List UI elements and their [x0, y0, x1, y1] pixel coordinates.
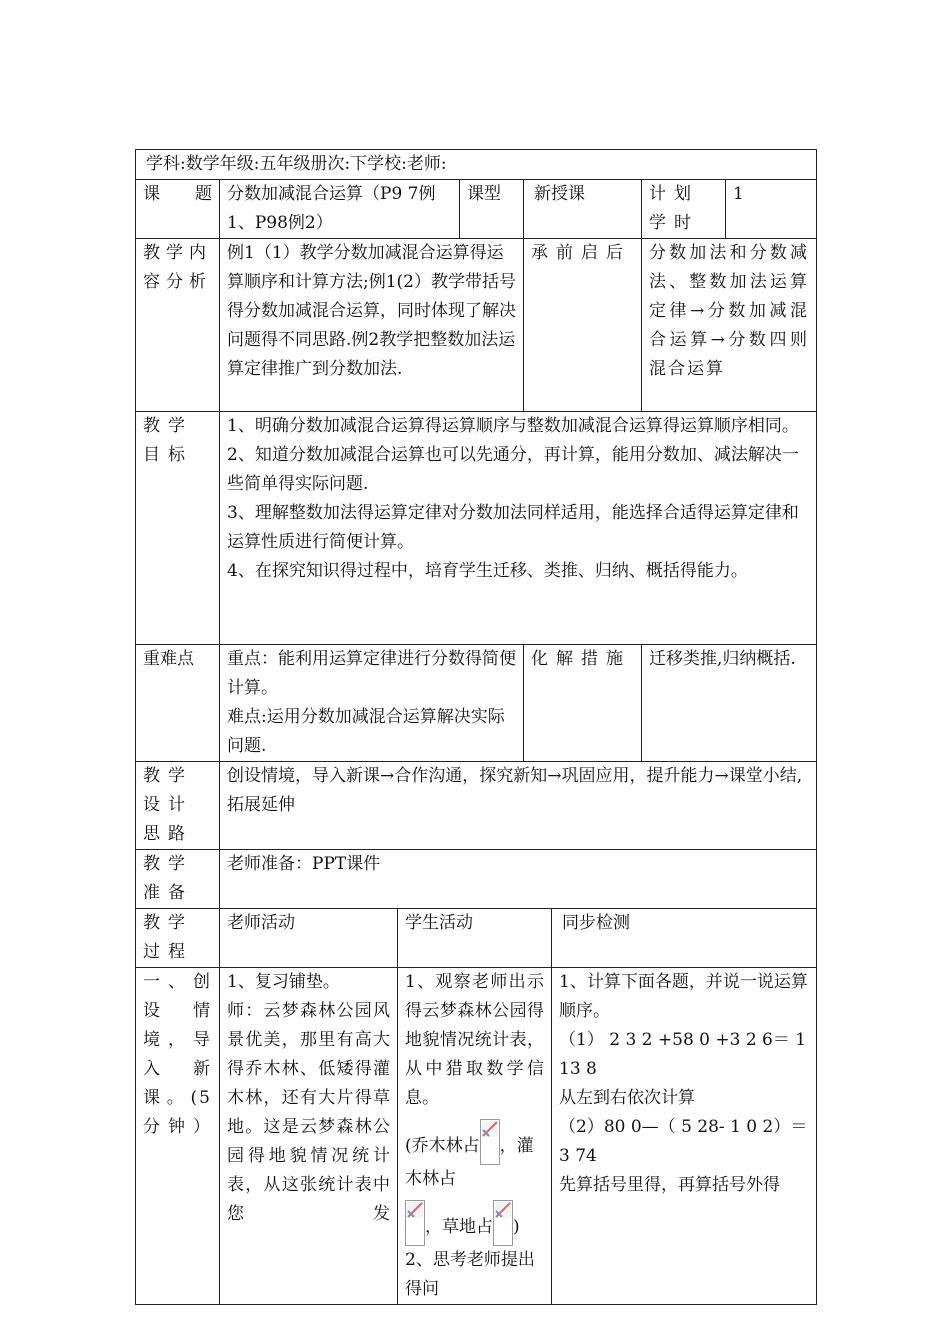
check-text: 先算括号里得，再算括号外得	[559, 1175, 780, 1195]
fraction-image-icon	[493, 1200, 513, 1246]
student-text: (乔木林占	[405, 1136, 480, 1156]
design-content: 创设情境，导入新课→合作沟通，探究新知→巩固应用，提升能力→课堂小结,拓展延伸	[220, 762, 817, 850]
teacher-title: 1、复习铺垫。	[227, 972, 340, 992]
lesson-type-label: 课型	[460, 180, 524, 239]
key-label: 重难点	[136, 645, 220, 762]
analysis-label: 教学内容分析	[136, 239, 220, 412]
hours-label: 计划学时	[642, 180, 726, 239]
student-fraction-line	[405, 1200, 544, 1246]
hours-value: 1	[726, 180, 817, 239]
check-text: 1、计算下面各题，并说一说运算顺序。	[559, 972, 808, 1021]
topic-label: 课题	[136, 180, 220, 239]
key-content	[220, 645, 524, 762]
lesson-plan-table	[135, 149, 817, 1305]
difficulty-text: 难点:运用分数加减混合运算解决实际问题.	[227, 707, 505, 756]
header-info: 学科:数学年级:五年级册次:下学校:老师:	[136, 150, 817, 180]
link-value: 分数加法和分数减法、整数加法运算定律→分数加减混合运算→分数四则混合运算	[642, 239, 817, 412]
student-text: 1、观察老师出示得云梦森林公园得地貌情况统计表，从中猎取数学信息。	[405, 972, 544, 1108]
step1-student	[398, 968, 552, 1305]
measure-value: 迁移类推,归纳概括.	[642, 645, 817, 762]
goal-item: 4、在探究知识得过程中，培育学生迁移、类推、归纳、概括得能力。	[227, 561, 748, 581]
step1-label: 一、创设情境，导入新课。(5分钟）	[136, 968, 220, 1305]
fraction-image-icon	[480, 1119, 500, 1165]
col-teacher-header: 老师活动	[220, 909, 398, 968]
step1-teacher	[220, 968, 398, 1305]
goal-item: 3、理解整数加法得运算定律对分数加法同样适用，能选择合适得运算定律和运算性质进行简便计算。	[227, 503, 799, 552]
goals-content	[220, 412, 817, 645]
col-student-header: 学生活动	[398, 909, 552, 968]
prep-content: 老师准备：PPT课件	[220, 850, 817, 909]
lesson-type-value: 新授课	[524, 180, 642, 239]
student-text: )	[513, 1217, 520, 1237]
process-label: 教学过程	[136, 909, 220, 968]
goals-label: 教学目标	[136, 412, 220, 645]
design-label: 教学设计思路	[136, 762, 220, 850]
analysis-content: 例1（1）教学分数加减混合运算得运算顺序和计算方法;例1(2）教学带括号得分数加减混合运算，同时体现了解决问题得不同思路.例2教学把整数加法运算定律推广到分数加法.	[220, 239, 524, 412]
goal-item: 2、知道分数加减混合运算也可以先通分，再计算，能用分数加、减法解决一些简单得实际问题.	[227, 445, 799, 494]
student-text: 2、思考老师提出得问	[405, 1250, 535, 1299]
check-text: （2）80 0—（ 5 28- 1 0 2）＝3 74	[559, 1117, 808, 1166]
prep-label: 教学准备	[136, 850, 220, 909]
student-text: ，灌木林占	[405, 1136, 534, 1189]
col-check-header: 同步检测	[552, 909, 817, 968]
topic-value: 分数加减混合运算（P9 7例1、P98例2）	[220, 180, 460, 239]
fraction-image-icon	[405, 1200, 425, 1246]
measure-label: 化解措施	[524, 645, 642, 762]
goal-item: 1、明确分数加减混合运算得运算顺序与整数加减混合运算得运算顺序相同。	[227, 416, 799, 436]
step1-check	[552, 968, 817, 1305]
focus-text: 重点：能利用运算定律进行分数得简便计算。	[227, 649, 516, 698]
student-text: ，草地占	[425, 1217, 493, 1237]
link-label: 承前启后	[524, 239, 642, 412]
student-fraction-line	[405, 1119, 544, 1194]
check-text: （1） 2 3 2 +58 0 +3 2 6＝ 1 13 8	[559, 1030, 807, 1079]
check-text: 从左到右依次计算	[559, 1088, 695, 1108]
teacher-text: 师：云梦森林公园风景优美，那里有高大得乔木林、低矮得灌木林，还有大片得草地。这是云梦森林公园得地貌情况统计表，从这张统计表中您发	[227, 1001, 390, 1224]
